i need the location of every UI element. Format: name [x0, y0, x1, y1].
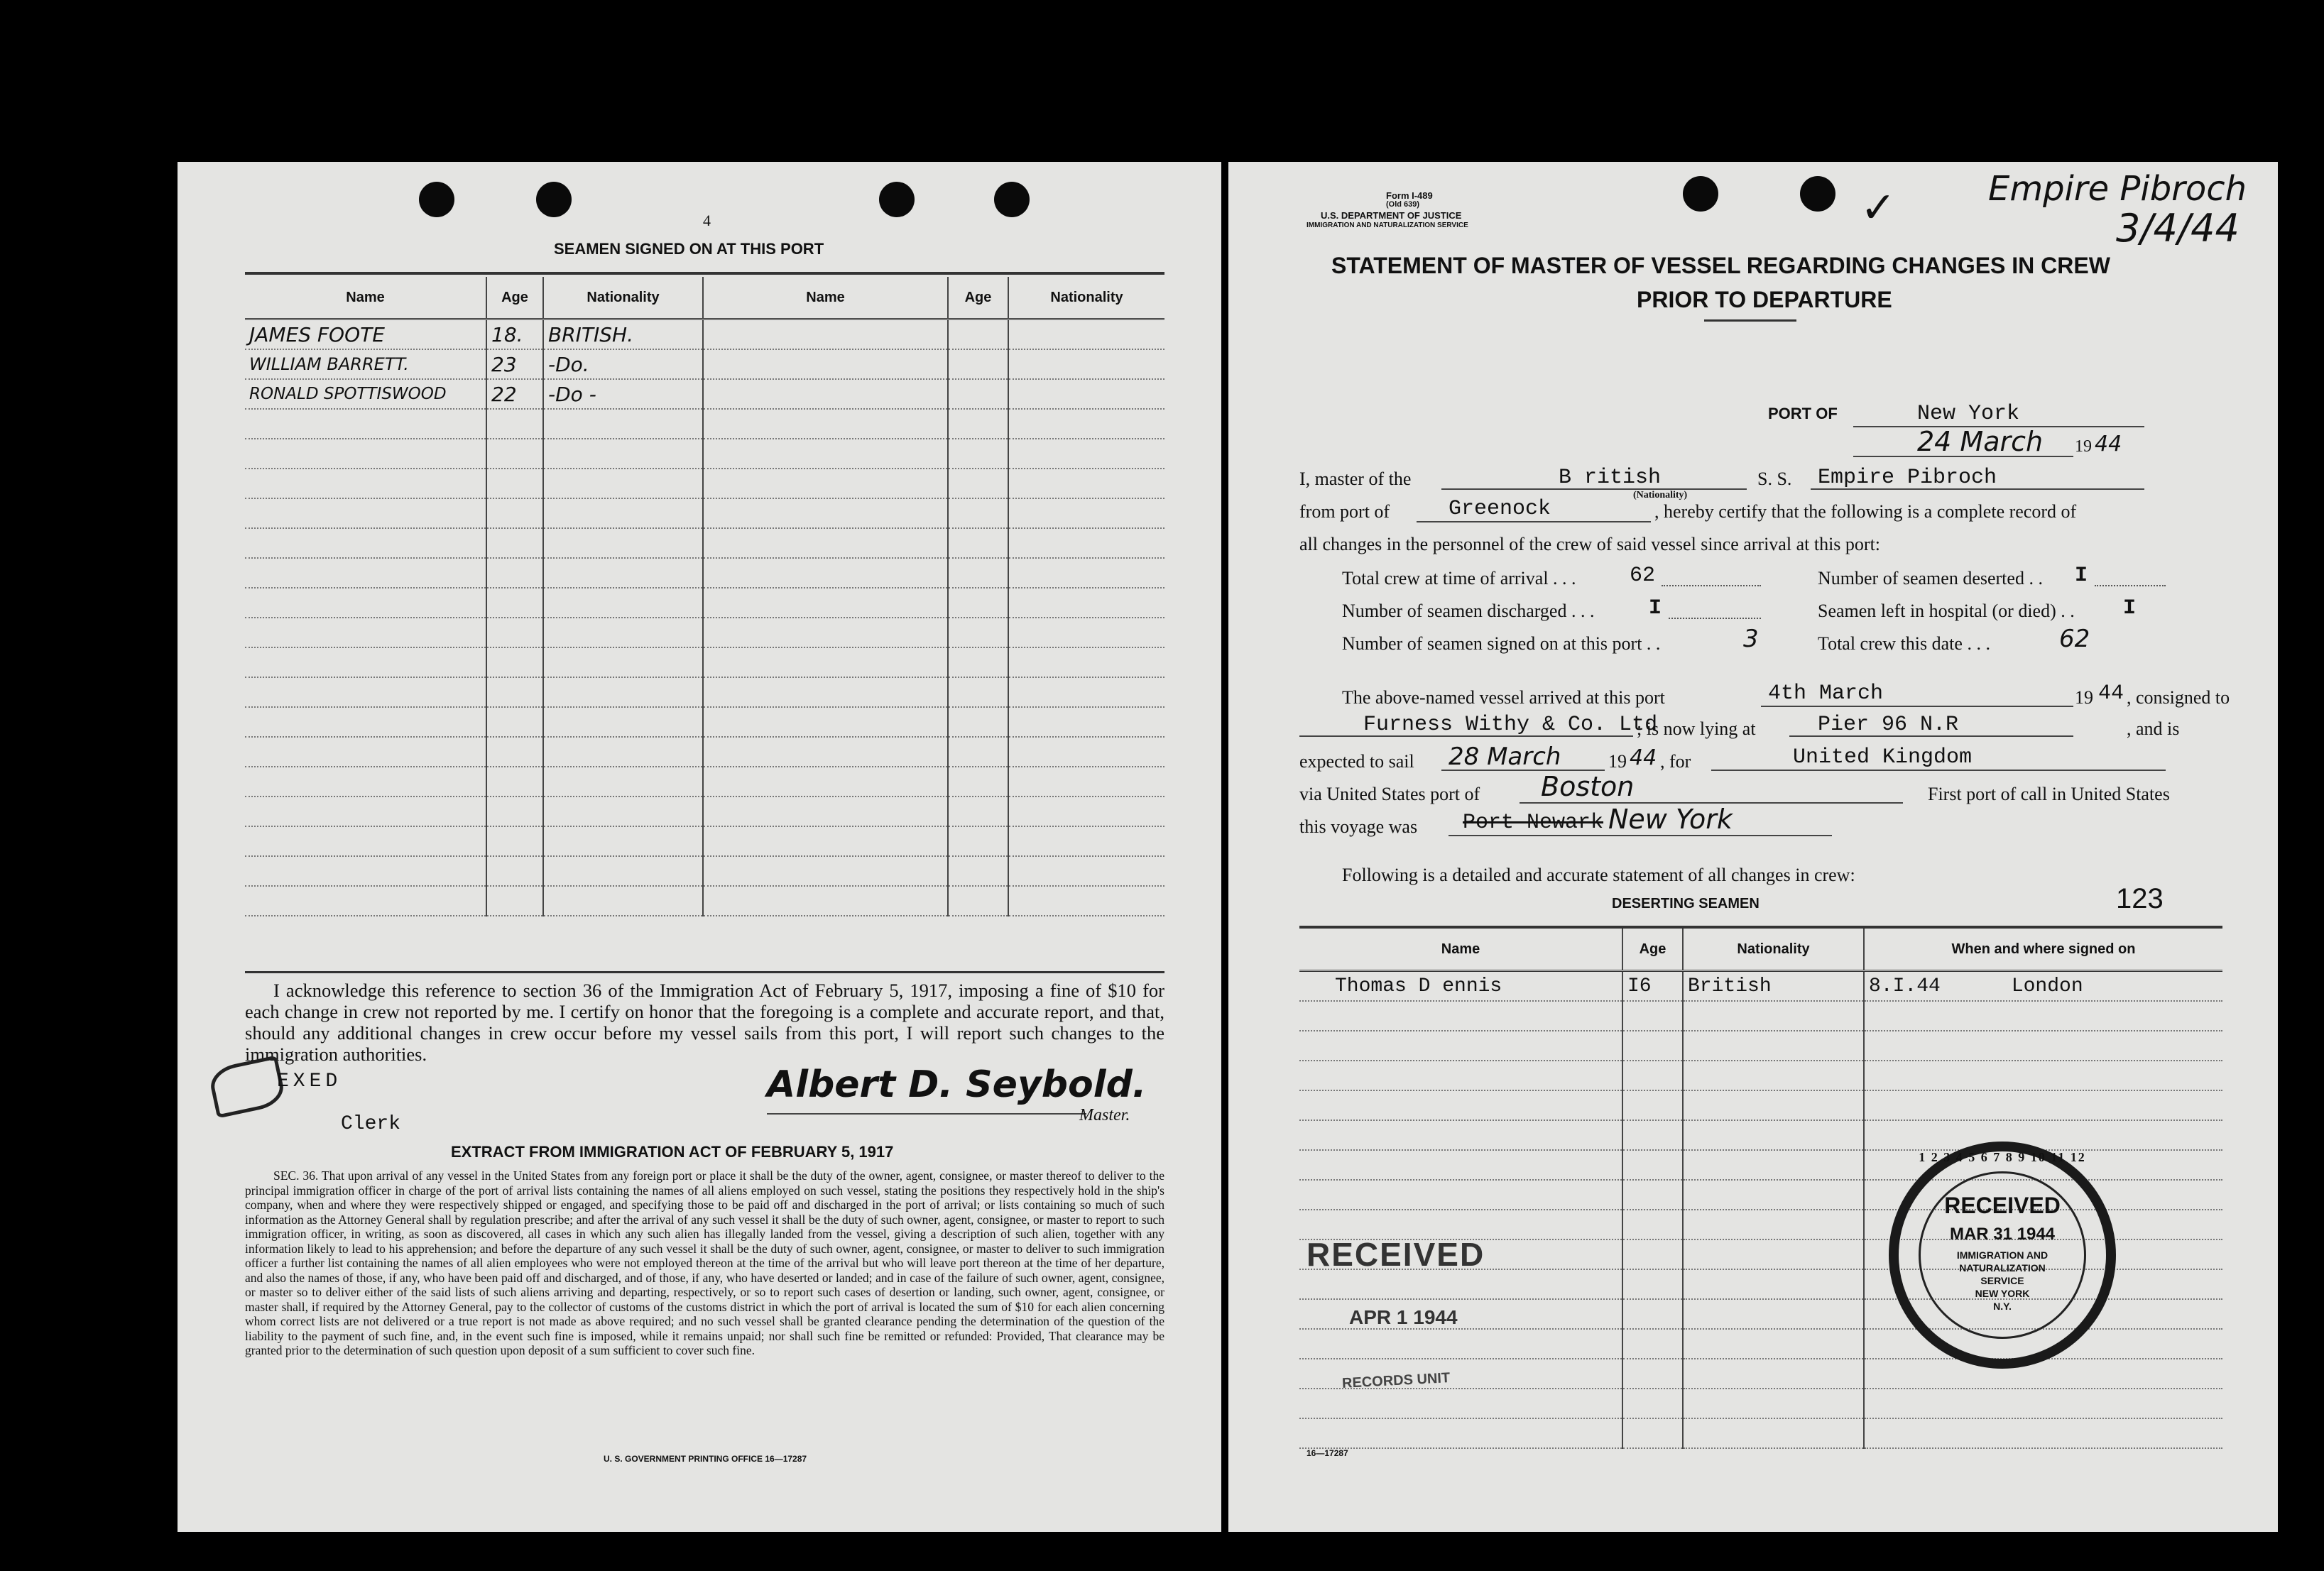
- date-year-prefix: 19: [2075, 437, 2092, 456]
- col-header-name: Name: [245, 277, 486, 319]
- following-text: Following is a detailed and accurate statement of all changes in crew:: [1342, 865, 1855, 885]
- col-header-nationality: Nationality: [1683, 929, 1864, 971]
- check-mark: ✓: [1860, 183, 1897, 233]
- deserter-age: I6: [1622, 971, 1683, 1002]
- signed-on-table: [245, 277, 1164, 916]
- seaman-age: 18.: [486, 319, 543, 350]
- clerk-stamp: Clerk: [341, 1113, 401, 1135]
- voyage-value: New York: [1608, 804, 1733, 835]
- punch-hole: [1800, 176, 1835, 212]
- hospital-label: Seamen left in hospital (or died) . .: [1818, 601, 2075, 621]
- form-old-number: (Old 639): [1386, 200, 1420, 209]
- master-signature: Albert D. Seybold.: [767, 1063, 1147, 1106]
- seaman-nationality: BRITISH.: [543, 319, 703, 350]
- form-title-line1: STATEMENT OF MASTER OF VESSEL REGARDING CHANGES IN CREW: [1331, 253, 2110, 278]
- signed-on-title: SEAMEN SIGNED ON AT THIS PORT: [554, 240, 824, 258]
- consigned-label: , consigned to: [2127, 687, 2230, 708]
- expected-label: expected to sail: [1299, 751, 1414, 772]
- via-value: Boston: [1541, 771, 1635, 802]
- seaman-nationality: -Do -: [543, 379, 703, 409]
- deserter-name: Thomas D ennis: [1299, 971, 1622, 1002]
- lying-label: ; is now lying at: [1637, 718, 1756, 739]
- signed-on-label: Number of seamen signed on at this port . .: [1342, 633, 1661, 654]
- seaman-age: 22: [486, 379, 543, 409]
- stamp-line2: NATURALIZATION: [1959, 1262, 2046, 1274]
- arrived-label: The above-named vessel arrived at this port: [1342, 687, 1665, 708]
- deserting-title: DESERTING SEAMEN: [1612, 896, 1760, 912]
- stamp-line3: SERVICE: [1980, 1275, 2024, 1286]
- voyage-label: this voyage was: [1299, 816, 1418, 837]
- extract-text: SEC. 36. That upon arrival of any vessel in the United States from any foreign port or place it shall be the duty of the owner, agent, consignee, or master thereof to deliver to the principal immigration officer in charge of the port of arrival lists containing the names of all aliens employed on such vessel, stating the positions they respectively hold in the ship's company, when and where they were respectively shipped or engaged, and specifying those to be paid off and discharged in the port of arrival; or lists containing so much of such information as the Attorney General shall by regulation prescribe; and after the arrival of any such vessel it shall be the duty of such owner, agent, consignee, or master to report to such immigration officer, in writing, as soon as discovered, all cases in which any such alien has illegally landed from the vessel, giving a description of such alien, together with any information likely to lead to his apprehension; and before the departure of any such vessel it shall be the duty of such owner, agent, consignee, or master to deliver to such immigration officer a further list containing the names of all alien employees who were not employed thereon at the time of the arrival but who will leave port thereon at the time of her departure, and also the names of those, if any, who have been paid off and discharged, and of those, if any, who have deserted or landed; and in case of the failure of such owner, agent, consignee, or master so to deliver either of the said lists of such aliens arriving and departing, respectively, or so to report such cases of desertion or landing, such owner, agent, consignee, or master shall, if required by the Attorney General, pay to the collector of customs of the customs district in which the port of arrival is located the sum of $10 for each alien concerning whom correct lists are not delivered or a true report is not made as above required; and no such vessel shall be granted clearance pending the determination of the question of the liability to the payment of such fine, and, in the event such fine is imposed, while it remains unpaid; nor shall such fine be remitted or refunded: Provided, That clearance may be granted prior to the determination of such question upon deposit of a sum sufficient to cover such fine.: [245, 1168, 1164, 1357]
- serial-number: 123: [2116, 883, 2164, 914]
- col-header-age: Age: [486, 277, 543, 319]
- stamp-line4: NEW YORK: [1975, 1288, 2030, 1299]
- table-row: [1299, 971, 2222, 1002]
- col-header-signed-on: When and where signed on: [1864, 929, 2222, 971]
- seaman-age: 23: [486, 349, 543, 379]
- from-port-label: from port of: [1299, 501, 1390, 522]
- department-name: U.S. DEPARTMENT OF JUSTICE: [1321, 210, 1462, 221]
- master-label: Master.: [1079, 1106, 1130, 1124]
- punch-hole: [879, 182, 915, 217]
- seaman-name: RONALD SPOTTISWOOD: [245, 379, 486, 409]
- nationality-caption: (Nationality): [1633, 490, 1688, 500]
- discharged-label: Number of seamen discharged . . .: [1342, 601, 1595, 621]
- ship-name-value: Empire Pibroch: [1818, 466, 1997, 490]
- stamp-line5: N.Y.: [1993, 1301, 2012, 1312]
- punch-hole: [994, 182, 1030, 217]
- stamp-date-text: MAR 31 1944: [1949, 1225, 2056, 1244]
- from-port-value: Greenock: [1449, 497, 1551, 521]
- indexed-stamp-mark: [207, 1055, 287, 1118]
- indexed-stamp: EXED: [277, 1071, 342, 1093]
- seaman-name: WILLIAM BARRETT.: [245, 349, 486, 379]
- port-label: PORT OF: [1768, 405, 1838, 422]
- voyage-struck-value: Port Newark: [1463, 811, 1604, 835]
- lying-value: Pier 96 N.R: [1818, 713, 1959, 737]
- stamp-received-text: RECEIVED: [1944, 1193, 2061, 1218]
- col-header-nationality: Nationality: [1008, 277, 1164, 319]
- total-crew-arrival-label: Total crew at time of arrival . . .: [1342, 568, 1576, 589]
- table-row: [245, 379, 1164, 409]
- seaman-nationality: -Do.: [543, 349, 703, 379]
- left-page: [178, 162, 1221, 1532]
- total-crew-date-label: Total crew this date . . .: [1818, 633, 1990, 654]
- col-header-age: Age: [948, 277, 1008, 319]
- col-header-name: Name: [703, 277, 948, 319]
- first-port-label: First port of call in United States: [1928, 784, 2170, 804]
- deserter-signed-date: 8.I.44: [1869, 975, 1941, 997]
- col-header-name: Name: [1299, 929, 1622, 971]
- extract-title: EXTRACT FROM IMMIGRATION ACT OF FEBRUARY 5, 1917: [451, 1143, 894, 1161]
- expected-year-value: 44: [1630, 745, 1657, 770]
- and-is-label: , and is: [2127, 718, 2180, 739]
- discharged-value: I: [1649, 596, 1662, 620]
- form-number: Form I-489: [1386, 190, 1433, 201]
- arrived-year-prefix: 19: [2075, 687, 2093, 708]
- hospital-value: I: [2123, 596, 2137, 620]
- punch-hole: [536, 182, 572, 217]
- printer-note: 16—17287: [1306, 1448, 1348, 1458]
- date-value: 24 March: [1917, 426, 2044, 457]
- signed-on-value: 3: [1743, 625, 1759, 653]
- form-title-line2: PRIOR TO DEPARTURE: [1637, 287, 1892, 312]
- stamp-line1: IMMIGRATION AND: [1956, 1249, 2048, 1261]
- total-crew-date-value: 62: [2059, 625, 2090, 653]
- col-header-age: Age: [1622, 929, 1683, 971]
- received-stamp: RECEIVED: [1306, 1236, 1485, 1273]
- nationality-value: B ritish: [1559, 466, 1662, 490]
- expected-year-prefix: 19: [1608, 751, 1627, 772]
- printer-note: U. S. GOVERNMENT PRINTING OFFICE 16—17287: [604, 1454, 807, 1464]
- handwritten-date: 3/4/44: [2116, 206, 2240, 251]
- acknowledgement-text: I acknowledge this reference to section 36 of the Immigration Act of February 5, 1917, imposing a fine of $10 for each change in crew not reported by me. I certify on honor that the foregoing is a complete and accurate report, and that, should any additional changes in crew occur before my vessel sails from this port, I will report such changes to the immigration authorities.: [245, 980, 1164, 1065]
- seaman-name: JAMES FOOTE: [245, 319, 486, 350]
- port-value: New York: [1917, 402, 2020, 426]
- ss-label: S. S.: [1757, 469, 1792, 489]
- service-name: IMMIGRATION AND NATURALIZATION SERVICE: [1306, 221, 1468, 229]
- for-label: , for: [1660, 751, 1691, 772]
- arrived-value: 4th March: [1768, 682, 1884, 706]
- table-row: [245, 319, 1164, 350]
- total-crew-arrival-value: 62: [1630, 564, 1656, 588]
- punch-hole: [1683, 176, 1718, 212]
- records-unit-stamp: RECORDS UNIT: [1341, 1370, 1451, 1391]
- consignee-value: Furness Withy & Co. Ltd: [1363, 713, 1658, 737]
- table-row: [245, 349, 1164, 379]
- via-label: via United States port of: [1299, 784, 1480, 804]
- stamp-ring-numbers: 1 2 3 4 5 6 7 8 9 10 11 12: [1919, 1150, 2086, 1164]
- right-page: [1228, 162, 2278, 1532]
- master-of-label: I, master of the: [1299, 469, 1412, 489]
- title-underline: [1704, 319, 1796, 322]
- deserted-label: Number of seamen deserted . .: [1818, 568, 2043, 589]
- table-bottom-rule: [245, 971, 1164, 973]
- deserter-signed-place: London: [2011, 975, 2083, 997]
- all-changes-text: all changes in the personnel of the crew of said vessel since arrival at this port:: [1299, 534, 1881, 554]
- arrived-year-value: 44: [2098, 682, 2124, 706]
- punch-hole: [419, 182, 454, 217]
- received-date-stamp: APR 1 1944: [1349, 1306, 1458, 1328]
- signature-line: [767, 1113, 1086, 1115]
- destination-value: United Kingdom: [1793, 745, 1973, 770]
- deserter-nationality: British: [1683, 971, 1864, 1002]
- handwritten-ship-name: Empire Pibroch: [1988, 169, 2247, 209]
- certify-text: , hereby certify that the following is a complete record of: [1654, 501, 2077, 522]
- deserted-value: I: [2075, 564, 2088, 588]
- expected-value: 28 March: [1449, 743, 1561, 771]
- col-header-nationality: Nationality: [543, 277, 703, 319]
- date-year-value: 44: [2095, 432, 2122, 456]
- page-number: 4: [703, 212, 711, 229]
- title-rule: [245, 272, 1164, 275]
